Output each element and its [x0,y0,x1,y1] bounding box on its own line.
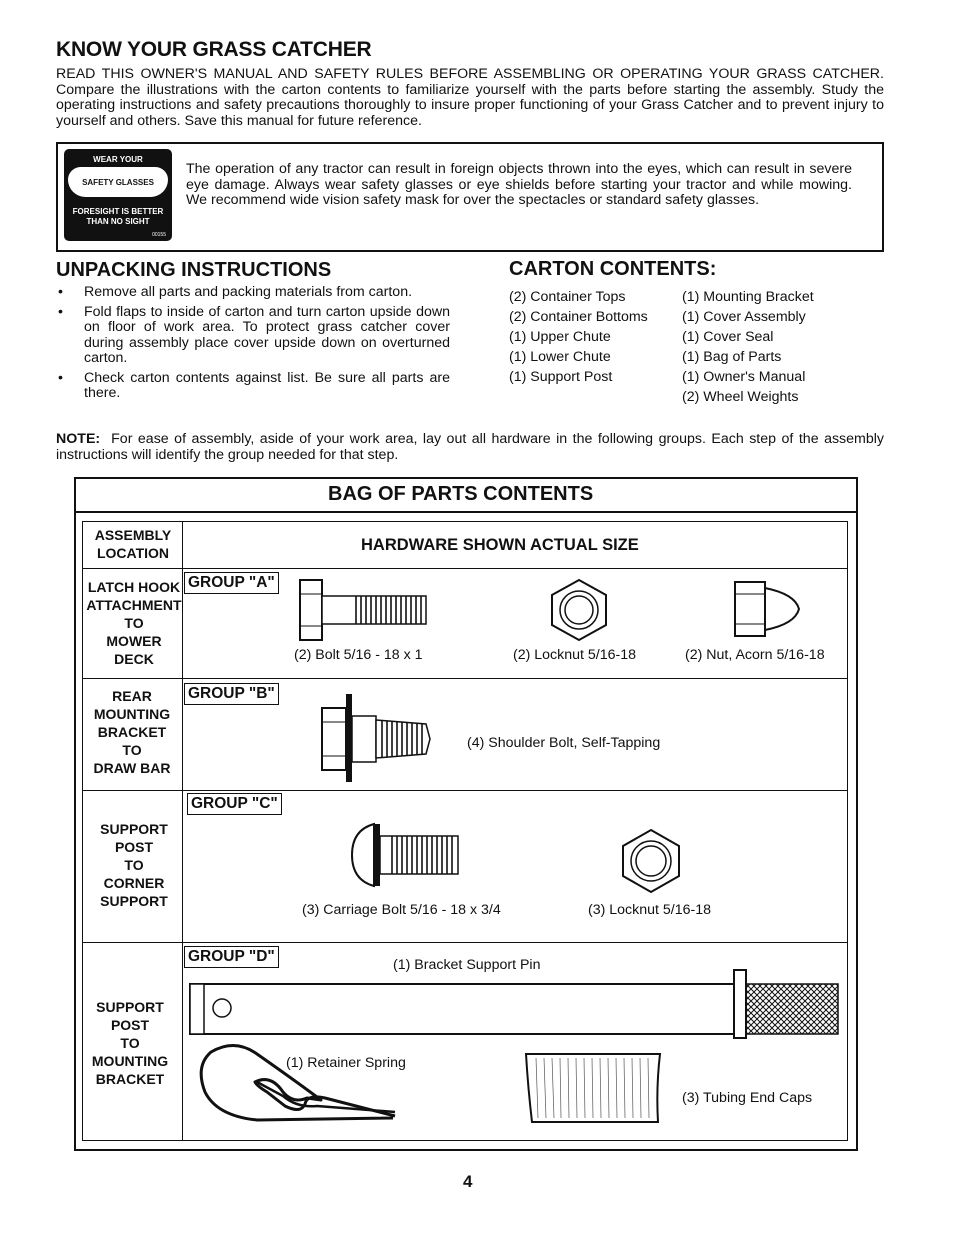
label-code: 00155 [152,232,166,238]
part-caption: (1) Bracket Support Pin [393,957,541,973]
part-caption: (4) Shoulder Bolt, Self-Tapping [467,735,661,751]
carton-item: (1) Upper Chute [509,329,611,345]
shoulder-bolt-icon [320,692,434,784]
safety-glasses-icon [68,167,168,197]
label-bottom-line-1: FORESIGHT IS BETTER [72,207,164,216]
carton-item: (1) Support Post [509,369,613,385]
carton-item: (1) Cover Assembly [682,309,806,325]
note-text: For ease of assembly, aside of your work area, lay out all hardware in the following groups. Each step of the assembly instructions will identify the group needed for that step. [56,431,884,463]
unpacking-title: UNPACKING INSTRUCTIONS [56,259,332,281]
carton-item: (1) Lower Chute [509,349,611,365]
part-caption: (3) Locknut 5/16-18 [588,902,712,918]
part-caption: (3) Tubing End Caps [682,1090,813,1106]
part-caption: (2) Nut, Acorn 5/16-18 [685,647,825,663]
location-group-a: LATCH HOOK ATTACHMENT TO MOWER DECK [86,579,182,667]
location-group-d: SUPPORT POST TO MOUNTING BRACKET [91,999,169,1087]
safety-glasses-label [64,149,172,241]
location-group-c: SUPPORT POST TO CORNER SUPPORT [100,821,168,909]
carton-item: (1) Bag of Parts [682,349,782,365]
group-d-label: GROUP "D" [184,946,279,968]
carton-item: (1) Mounting Bracket [682,289,814,305]
bracket-support-pin-icon [190,968,842,1038]
part-caption: (1) Retainer Spring [286,1055,406,1071]
carriage-bolt-icon [352,822,464,888]
location-group-b: REAR MOUNTING BRACKET TO DRAW BAR [93,688,171,776]
label-bottom-line-2: THAN NO SIGHT [86,217,150,226]
note-label: NOTE: [56,431,101,447]
unpacking-list [56,285,450,406]
label-bottom-text [64,207,172,227]
row-divider [82,678,848,679]
locknut-icon [620,828,682,894]
row-divider [82,568,848,569]
group-b-label: GROUP "B" [184,683,279,705]
label-top-text: WEAR YOUR [93,155,143,164]
carton-item: (2) Container Bottoms [509,309,648,325]
carton-list-right [682,287,814,407]
unpacking-item: • Remove all parts and packing materials from carton. [56,285,450,301]
bag-of-parts-title: BAG OF PARTS CONTENTS [328,483,594,505]
column-header-location: ASSEMBLY LOCATION [94,527,172,561]
carton-item: (1) Owner's Manual [682,369,806,385]
intro-paragraph: READ THIS OWNER'S MANUAL AND SAFETY RULES BEFORE ASSEMBLING OR OPERATING YOUR GRASS CATCHER. Compare the illustrations with the carton contents to familiarize yourself with the parts before starting the assembly. Study the operating instructions and safety precautions thoroughly to insure proper functioning of your Grass Catcher and to prevent injury to yourself and others. Save this manual for future reference. [56,66,884,129]
page-title: KNOW YOUR GRASS CATCHER [56,38,372,61]
carton-contents-title: CARTON CONTENTS: [509,258,717,280]
group-a-label: GROUP "A" [184,572,279,594]
carton-item: (1) Cover Seal [682,329,774,345]
row-divider [82,790,848,791]
unpacking-item: • Check carton contents against list. Be sure all parts are there. [56,371,450,402]
acorn-nut-icon [733,580,803,640]
locknut-icon [549,578,609,642]
unpacking-item: • Fold flaps to inside of carton and turn carton upside down on floor of work area. To protect grass catcher cover during assembly place cover upside down on overturned carton. [56,305,450,367]
label-mid-text: SAFETY GLASSES [82,177,154,187]
carton-item: (2) Container Tops [509,289,626,305]
part-caption: (3) Carriage Bolt 5/16 - 18 x 3/4 [302,902,501,918]
bolt-icon [296,578,430,644]
tubing-end-cap-icon [524,1052,662,1124]
retainer-spring-icon [197,1042,399,1122]
safety-warning-text: The operation of any tractor can result in foreign objects thrown into the eyes, which can result in severe eye damage. Always wear safety glasses or eye shields before starting your tractor and while mowing. We recommend wide vision safety mask for over the spectacles or standard safety glasses. [186,161,852,208]
row-divider [82,942,848,943]
column-header-hardware: HARDWARE SHOWN ACTUAL SIZE [361,536,639,554]
part-caption: (2) Locknut 5/16-18 [513,647,637,663]
group-c-label: GROUP "C" [187,793,282,815]
title-divider [76,511,856,513]
assembly-note [56,432,884,463]
part-caption: (2) Bolt 5/16 - 18 x 1 [294,647,423,663]
carton-item: (2) Wheel Weights [682,389,799,405]
page-number: 4 [463,1172,473,1191]
carton-list-left [509,287,648,387]
